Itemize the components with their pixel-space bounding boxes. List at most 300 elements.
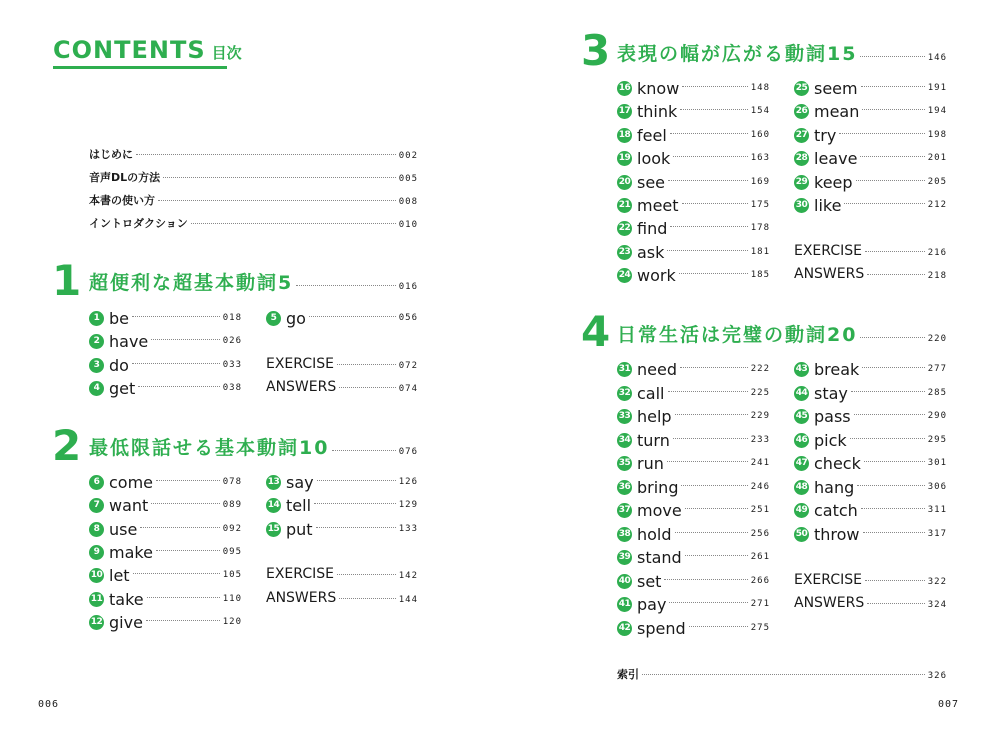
page-number-right: 007 <box>938 699 960 710</box>
number-badge: 18 <box>617 128 632 143</box>
toc-entry-word[interactable] <box>89 473 242 492</box>
exercise-label: EXERCISE <box>266 356 334 372</box>
number-badge: 33 <box>617 409 632 424</box>
number-badge: 43 <box>794 362 809 377</box>
toc-entry-word[interactable] <box>617 572 770 591</box>
word-page: 317 <box>927 529 947 539</box>
word-label: like <box>814 196 842 215</box>
number-badge: 32 <box>617 386 632 401</box>
word-label: have <box>109 332 149 351</box>
dot-leader <box>682 86 747 87</box>
number-badge: 42 <box>617 621 632 636</box>
answers-page: 144 <box>398 595 418 605</box>
number-badge: 4 <box>89 381 104 396</box>
word-page: 306 <box>927 482 947 492</box>
toc-entry-word[interactable] <box>617 102 770 121</box>
word-label: pay <box>637 595 667 614</box>
word-label: hold <box>637 525 672 544</box>
word-page: 033 <box>222 360 242 370</box>
word-label: come <box>109 473 154 492</box>
toc-entry-word[interactable] <box>794 126 947 145</box>
chapter-page: 220 <box>927 334 947 344</box>
word-label: get <box>109 379 136 398</box>
word-label: tell <box>286 496 312 515</box>
chapter-page: 016 <box>398 282 418 292</box>
toc-entry-word[interactable] <box>617 266 770 285</box>
word-page: 194 <box>927 106 947 116</box>
number-badge: 45 <box>794 409 809 424</box>
chapter-title: 超便利な超基本動詞5 <box>89 272 294 294</box>
index-label: 索引 <box>617 668 639 681</box>
number-badge: 21 <box>617 198 632 213</box>
number-badge: 8 <box>89 522 104 537</box>
exercise-label: EXERCISE <box>794 572 862 588</box>
word-page: 175 <box>750 200 770 210</box>
number-badge: 48 <box>794 480 809 495</box>
word-page: 178 <box>750 223 770 233</box>
dot-leader <box>156 480 220 481</box>
toc-entry-page: 002 <box>398 151 418 161</box>
number-badge: 24 <box>617 268 632 283</box>
chapter-page: 146 <box>927 53 947 63</box>
answers-label: ANSWERS <box>794 595 865 611</box>
number-badge: 22 <box>617 221 632 236</box>
word-label: bring <box>637 478 679 497</box>
dot-leader <box>673 156 747 157</box>
exercise-page: 072 <box>398 361 418 371</box>
number-badge: 46 <box>794 433 809 448</box>
toc-entry-answers[interactable] <box>794 266 947 282</box>
contents-title-ja: 目次 <box>211 44 242 62</box>
word-label: think <box>637 102 678 121</box>
toc-entry-word[interactable] <box>617 431 770 450</box>
number-badge: 6 <box>89 475 104 490</box>
word-page: 212 <box>927 200 947 210</box>
word-label: be <box>109 309 129 328</box>
dot-leader <box>861 86 925 87</box>
word-label: throw <box>814 525 860 544</box>
dot-leader <box>860 56 924 57</box>
word-page: 133 <box>398 524 418 534</box>
dot-leader <box>862 109 924 110</box>
chapter-1-heading[interactable] <box>89 268 418 295</box>
dot-leader <box>147 597 220 598</box>
chapter-2-number: 2 <box>52 421 82 470</box>
dot-leader <box>132 316 220 317</box>
word-page: 295 <box>927 435 947 445</box>
dot-leader <box>339 598 395 599</box>
number-badge: 9 <box>89 545 104 560</box>
number-badge: 16 <box>617 81 632 96</box>
word-label: mean <box>814 102 860 121</box>
word-label: ask <box>637 243 665 262</box>
chapter-title: 日常生活は完璧の動詞20 <box>617 324 858 346</box>
number-badge: 17 <box>617 104 632 119</box>
dot-leader <box>317 480 396 481</box>
toc-entry-word[interactable] <box>617 501 770 520</box>
word-page: 275 <box>750 623 770 633</box>
word-label: find <box>637 219 668 238</box>
toc-entry-word[interactable] <box>794 196 947 215</box>
dot-leader <box>191 223 396 224</box>
number-badge: 49 <box>794 503 809 518</box>
chapter-page: 076 <box>398 447 418 457</box>
toc-entry-word[interactable] <box>794 407 947 426</box>
word-label: put <box>286 520 313 539</box>
word-label: catch <box>814 501 858 520</box>
number-badge: 14 <box>266 498 281 513</box>
dot-leader <box>316 527 396 528</box>
dot-leader <box>667 461 748 462</box>
toc-entry-intro[interactable] <box>89 146 418 162</box>
toc-entry-page: 005 <box>398 174 418 184</box>
toc-entry-label: 本書の使い方 <box>89 194 155 207</box>
toc-entry-word[interactable] <box>617 595 770 614</box>
dot-leader <box>839 133 924 134</box>
word-page: 229 <box>750 411 770 421</box>
dot-leader <box>163 177 396 178</box>
number-badge: 7 <box>89 498 104 513</box>
number-badge: 31 <box>617 362 632 377</box>
toc-entry-word[interactable] <box>89 543 242 562</box>
word-page: 198 <box>927 130 947 140</box>
number-badge: 15 <box>266 522 281 537</box>
word-label: use <box>109 520 138 539</box>
toc-entry-word[interactable] <box>794 454 947 473</box>
number-badge: 28 <box>794 151 809 166</box>
chapter-3-heading[interactable] <box>617 39 947 66</box>
word-page: 129 <box>398 500 418 510</box>
word-page: 078 <box>222 477 242 487</box>
toc-entry-word[interactable] <box>617 360 770 379</box>
dot-leader <box>867 274 924 275</box>
toc-entry-word[interactable] <box>617 548 770 567</box>
word-label: go <box>286 309 306 328</box>
toc-entry-word[interactable] <box>617 219 770 238</box>
word-page: 160 <box>750 130 770 140</box>
dot-leader <box>296 285 396 286</box>
dot-leader <box>844 203 924 204</box>
word-page: 225 <box>750 388 770 398</box>
word-label: try <box>814 126 837 145</box>
word-label: let <box>109 566 130 585</box>
dot-leader <box>337 574 396 575</box>
toc-entry-word[interactable] <box>266 496 418 515</box>
dot-leader <box>861 508 925 509</box>
number-badge: 5 <box>266 311 281 326</box>
word-label: know <box>637 79 680 98</box>
dot-leader <box>675 532 748 533</box>
word-label: break <box>814 360 860 379</box>
word-page: 277 <box>927 364 947 374</box>
toc-entry-word[interactable] <box>794 525 947 544</box>
toc-entry-answers[interactable] <box>266 590 418 606</box>
word-page: 251 <box>750 505 770 515</box>
dot-leader <box>337 364 396 365</box>
word-label: set <box>637 572 662 591</box>
answers-label: ANSWERS <box>266 590 337 606</box>
chapter-3-number: 3 <box>581 26 611 75</box>
chapter-2-heading[interactable] <box>89 433 418 460</box>
toc-entry-word[interactable] <box>89 379 242 398</box>
dot-leader <box>682 203 748 204</box>
word-label: meet <box>637 196 679 215</box>
dot-leader <box>158 200 396 201</box>
toc-entry-word[interactable] <box>617 243 770 262</box>
number-badge: 1 <box>89 311 104 326</box>
toc-entry-word[interactable] <box>794 478 947 497</box>
word-label: make <box>109 543 153 562</box>
toc-entry-audio-download[interactable] <box>89 169 418 185</box>
dot-leader <box>314 503 396 504</box>
word-label: turn <box>637 431 670 450</box>
word-page: 233 <box>750 435 770 445</box>
word-page: 301 <box>927 458 947 468</box>
dot-leader <box>669 602 747 603</box>
dot-leader <box>151 339 219 340</box>
toc-entry-exercise[interactable] <box>266 356 418 372</box>
dot-leader <box>851 391 925 392</box>
number-badge: 30 <box>794 198 809 213</box>
number-badge: 2 <box>89 334 104 349</box>
word-label: need <box>637 360 677 379</box>
word-page: 154 <box>750 106 770 116</box>
toc-entry-word[interactable] <box>266 473 418 492</box>
dot-leader <box>138 386 219 387</box>
dot-leader <box>667 250 747 251</box>
chapter-4-heading[interactable] <box>617 320 947 347</box>
dot-leader <box>685 508 748 509</box>
word-label: leave <box>814 149 858 168</box>
dot-leader <box>689 626 748 627</box>
word-page: 246 <box>750 482 770 492</box>
word-label: hang <box>814 478 855 497</box>
toc-entry-label: 音声DLの方法 <box>89 171 161 184</box>
chapter-4-number: 4 <box>581 307 611 356</box>
dot-leader <box>856 180 925 181</box>
exercise-label: EXERCISE <box>266 566 334 582</box>
toc-entry-introduction[interactable] <box>89 215 418 231</box>
word-label: call <box>637 384 665 403</box>
dot-leader <box>675 414 748 415</box>
toc-entry-word[interactable] <box>266 309 418 328</box>
toc-entry-word[interactable] <box>89 520 242 539</box>
toc-entry-word[interactable] <box>794 431 947 450</box>
dot-leader <box>332 450 395 451</box>
toc-entry-word[interactable] <box>617 525 770 544</box>
number-badge: 23 <box>617 245 632 260</box>
word-page: 201 <box>927 153 947 163</box>
dot-leader <box>664 579 747 580</box>
word-page: 205 <box>927 177 947 187</box>
dot-leader <box>864 461 925 462</box>
toc-entry-word[interactable] <box>89 566 242 585</box>
toc-entry-word[interactable] <box>617 126 770 145</box>
toc-entry-word[interactable] <box>794 360 947 379</box>
toc-entry-word[interactable] <box>89 356 242 375</box>
dot-leader <box>642 674 925 675</box>
word-page: 120 <box>222 617 242 627</box>
answers-page: 074 <box>398 384 418 394</box>
number-badge: 39 <box>617 550 632 565</box>
word-page: 181 <box>750 247 770 257</box>
dot-leader <box>670 133 748 134</box>
word-label: seem <box>814 79 858 98</box>
word-label: check <box>814 454 861 473</box>
dot-leader <box>136 154 396 155</box>
word-page: 256 <box>750 529 770 539</box>
word-page: 290 <box>927 411 947 421</box>
number-badge: 20 <box>617 175 632 190</box>
toc-entry-word[interactable] <box>617 407 770 426</box>
dot-leader <box>863 532 925 533</box>
word-label: pass <box>814 407 851 426</box>
toc-entry-word[interactable] <box>794 149 947 168</box>
dot-leader <box>865 251 925 252</box>
word-page: 018 <box>222 313 242 323</box>
word-page: 261 <box>750 552 770 562</box>
word-page: 169 <box>750 177 770 187</box>
dot-leader <box>151 503 219 504</box>
word-page: 056 <box>398 313 418 323</box>
contents-title: CONTENTS <box>53 36 206 64</box>
exercise-page: 322 <box>927 577 947 587</box>
word-label: do <box>109 356 129 375</box>
word-label: look <box>637 149 671 168</box>
number-badge: 37 <box>617 503 632 518</box>
toc-entry-word[interactable] <box>617 619 770 638</box>
dot-leader <box>670 226 747 227</box>
word-page: 038 <box>222 383 242 393</box>
toc-entry-word[interactable] <box>89 332 242 351</box>
answers-page: 324 <box>927 600 947 610</box>
dot-leader <box>857 485 924 486</box>
word-label: keep <box>814 173 853 192</box>
toc-entry-index[interactable] <box>617 666 947 682</box>
number-badge: 29 <box>794 175 809 190</box>
toc-entry-word[interactable] <box>89 613 242 632</box>
dot-leader <box>680 109 747 110</box>
word-label: work <box>637 266 676 285</box>
dot-leader <box>309 316 396 317</box>
toc-entry-word[interactable] <box>617 79 770 98</box>
toc-entry-word[interactable] <box>617 478 770 497</box>
dot-leader <box>668 391 748 392</box>
toc-entry-word[interactable] <box>794 173 947 192</box>
toc-entry-word[interactable] <box>617 173 770 192</box>
number-badge: 19 <box>617 151 632 166</box>
word-page: 185 <box>750 270 770 280</box>
toc-entry-exercise[interactable] <box>794 572 947 588</box>
word-label: run <box>637 454 664 473</box>
word-page: 241 <box>750 458 770 468</box>
number-badge: 26 <box>794 104 809 119</box>
dot-leader <box>850 438 925 439</box>
toc-entry-label: イントロダクション <box>89 217 188 230</box>
title-underline <box>53 66 227 69</box>
dot-leader <box>860 156 924 157</box>
toc-entry-word[interactable] <box>794 384 947 403</box>
dot-leader <box>865 580 925 581</box>
toc-entry-word[interactable] <box>89 309 242 328</box>
number-badge: 41 <box>617 597 632 612</box>
dot-leader <box>133 573 220 574</box>
toc-entry-label: はじめに <box>89 148 133 161</box>
word-page: 110 <box>222 594 242 604</box>
toc-entry-word[interactable] <box>617 454 770 473</box>
number-badge: 25 <box>794 81 809 96</box>
dot-leader <box>140 527 219 528</box>
contents-heading <box>53 36 242 64</box>
toc-entry-word[interactable] <box>617 149 770 168</box>
toc-entry-word[interactable] <box>617 384 770 403</box>
toc-entry-word[interactable] <box>617 196 770 215</box>
word-label: pick <box>814 431 847 450</box>
page-number-left: 006 <box>38 699 60 710</box>
number-badge: 47 <box>794 456 809 471</box>
toc-entry-word[interactable] <box>794 79 947 98</box>
word-page: 222 <box>750 364 770 374</box>
toc-entry-exercise[interactable] <box>794 243 947 259</box>
dot-leader <box>673 438 748 439</box>
word-label: want <box>109 496 149 515</box>
dot-leader <box>339 387 395 388</box>
toc-entry-page: 008 <box>398 197 418 207</box>
word-page: 285 <box>927 388 947 398</box>
toc-entry-word[interactable] <box>89 496 242 515</box>
toc-entry-word[interactable] <box>266 520 418 539</box>
answers-label: ANSWERS <box>266 379 337 395</box>
word-page: 092 <box>222 524 242 534</box>
toc-entry-answers[interactable] <box>266 379 418 395</box>
exercise-label: EXERCISE <box>794 243 862 259</box>
word-label: move <box>637 501 682 520</box>
word-page: 148 <box>750 83 770 93</box>
word-label: stand <box>637 548 682 567</box>
number-badge: 34 <box>617 433 632 448</box>
dot-leader <box>681 485 747 486</box>
number-badge: 35 <box>617 456 632 471</box>
word-label: see <box>637 173 666 192</box>
word-label: say <box>286 473 314 492</box>
dot-leader <box>854 414 925 415</box>
exercise-page: 216 <box>927 248 947 258</box>
dot-leader <box>668 180 748 181</box>
word-label: give <box>109 613 143 632</box>
exercise-page: 142 <box>398 571 418 581</box>
number-badge: 36 <box>617 480 632 495</box>
toc-entry-answers[interactable] <box>794 595 947 611</box>
dot-leader <box>685 555 748 556</box>
toc-entry-word[interactable] <box>794 102 947 121</box>
word-page: 191 <box>927 83 947 93</box>
toc-entry-page: 010 <box>398 220 418 230</box>
dot-leader <box>867 603 924 604</box>
toc-entry-how-to-use[interactable] <box>89 192 418 208</box>
toc-entry-word[interactable] <box>89 590 242 609</box>
toc-entry-word[interactable] <box>794 501 947 520</box>
word-page: 105 <box>222 570 242 580</box>
word-page: 266 <box>750 576 770 586</box>
dot-leader <box>860 337 924 338</box>
word-label: help <box>637 407 672 426</box>
number-badge: 38 <box>617 527 632 542</box>
toc-entry-exercise[interactable] <box>266 566 418 582</box>
word-page: 089 <box>222 500 242 510</box>
index-page: 326 <box>927 671 947 681</box>
word-label: stay <box>814 384 848 403</box>
dot-leader <box>146 620 220 621</box>
